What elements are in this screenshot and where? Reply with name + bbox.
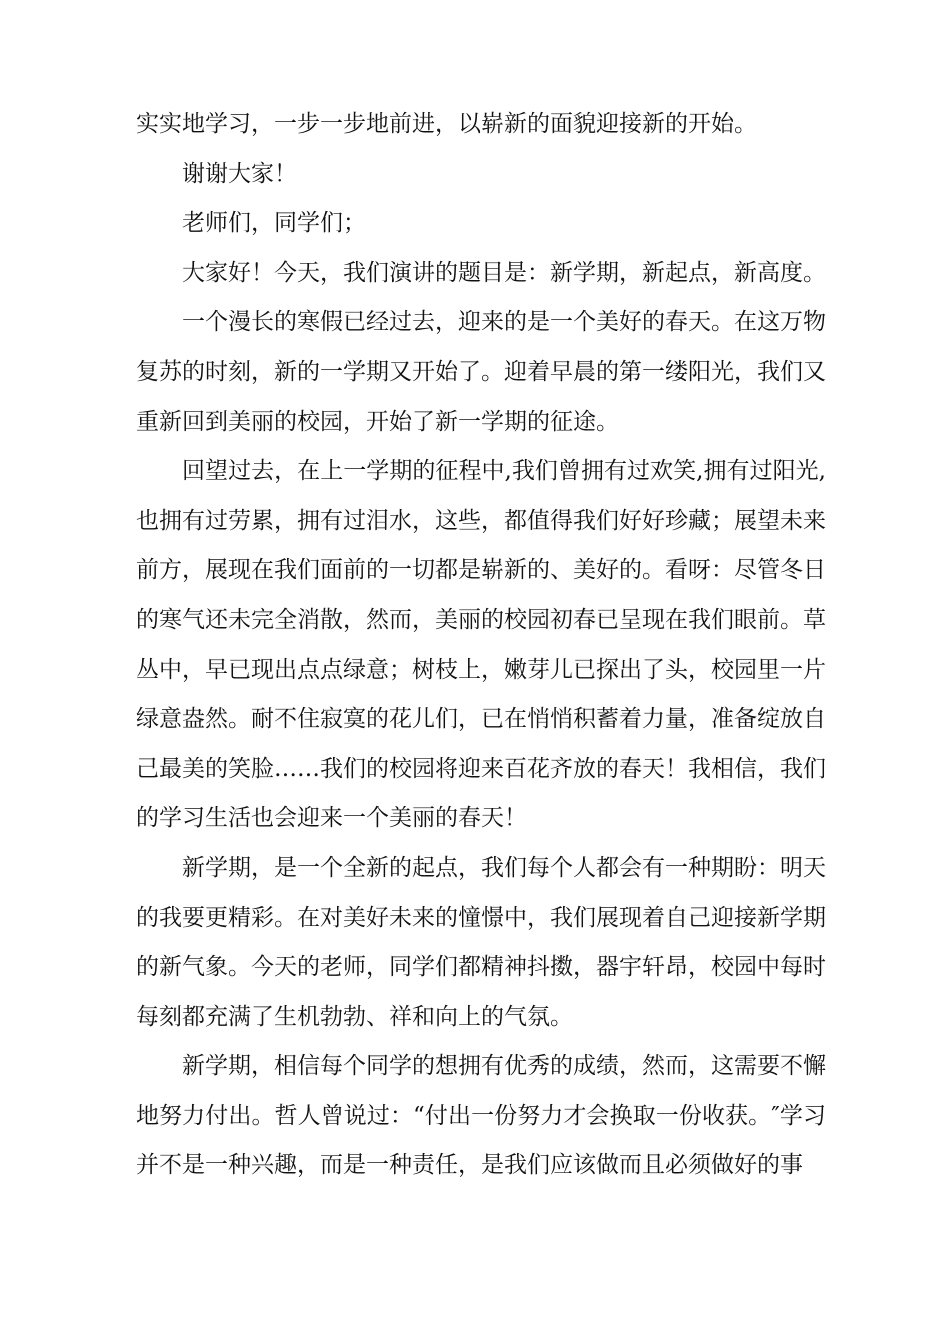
paragraph: 新学期，是一个全新的起点，我们每个人都会有一种期盼：明天的我要更精彩。在对美好未来的憧憬中，我们展现着自己迎接新学期的新气象。今天的老师，同学们都精神抖擞，器宇轩昂，校园中每时每刻都充满了生机勃勃、祥和向上的气氛。 [136, 854, 826, 1030]
paragraph: 新学期，相信每个同学的想拥有优秀的成绩，然而，这需要不懈地努力付出。哲人曾说过：“付出一份努力才会换取一份收获。″学习并不是一种兴趣，而是一种责任，是我们应该做而且必须做好的事 [136, 1053, 826, 1179]
paragraph: 大家好！今天，我们演讲的题目是：新学期，新起点，新高度。 [182, 259, 826, 286]
paragraph: 回望过去，在上一学期的征程中,我们曾拥有过欢笑,拥有过阳光,也拥有过劳累，拥有过泪水，这些，都值得我们好好珍藏；展望未来前方，展现在我们面前的一切都是崭新的、美好的。看呀：尽管冬日的寒气还未完全消散，然而，美丽的校园初春已呈现在我们眼前。草丛中，早已现出点点绿意；树枝上，嫩芽儿已探出了头，校园里一片绿意盎然。耐不住寂寞的花儿们，已在悄悄积蓄着力量，准备绽放自己最美的笑脸……我们的校园将迎来百花齐放的春天！我相信，我们的学习生活也会迎来一个美丽的春天！ [136, 458, 826, 832]
paragraph: 一个漫长的寒假已经过去，迎来的是一个美好的春天。在这万物复苏的时刻，新的一学期又开始了。迎着早晨的第一缕阳光，我们又重新回到美丽的校园，开始了新一学期的征途。 [136, 309, 826, 435]
paragraph: 谢谢大家！ [182, 160, 297, 187]
paragraph: 实实地学习，一步一步地前进，以崭新的面貌迎接新的开始。 [136, 111, 757, 137]
paragraph: 老师们，同学们； [182, 210, 366, 237]
document-body [136, 100, 826, 1191]
